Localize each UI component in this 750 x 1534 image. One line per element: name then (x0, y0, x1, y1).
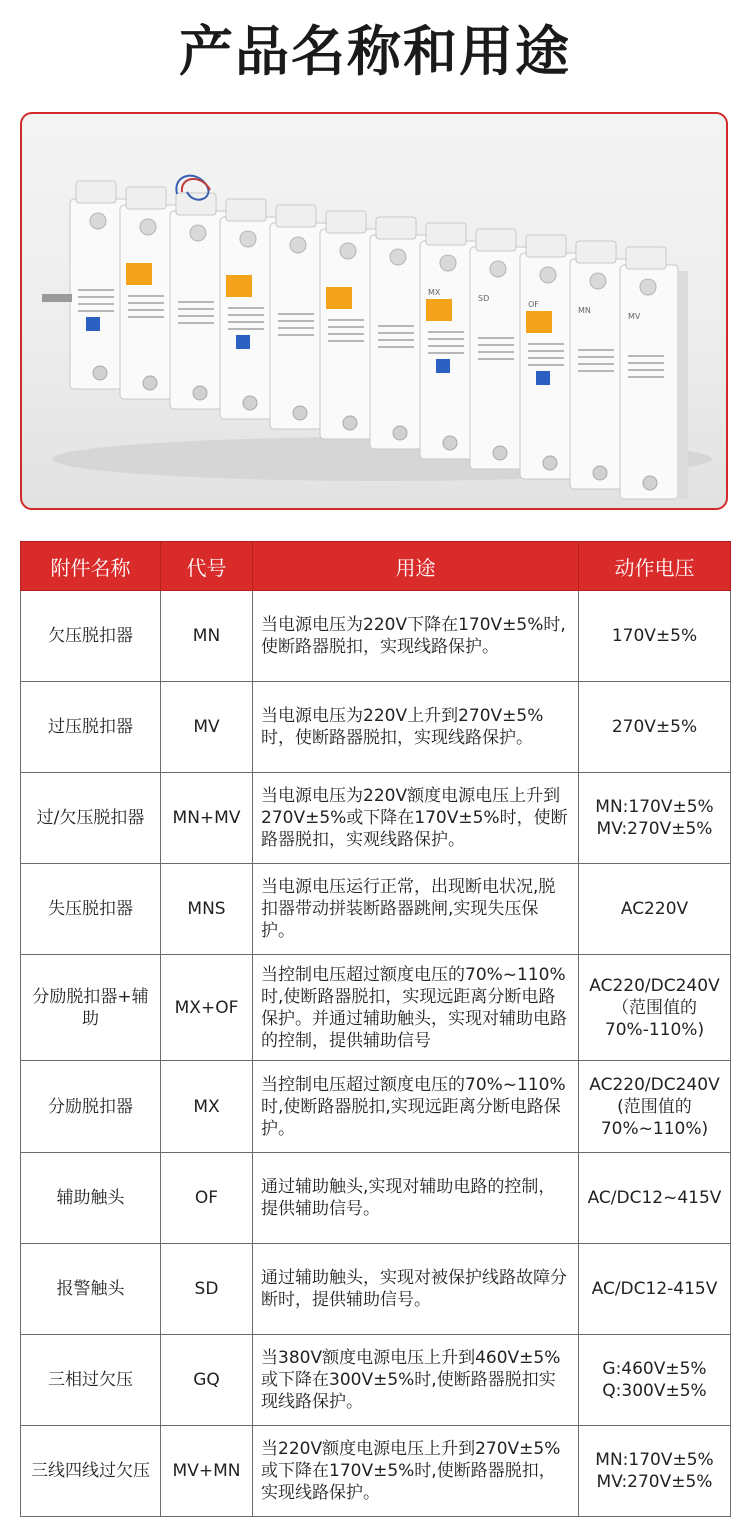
name-cell: 失压脱扣器 (21, 864, 161, 955)
voltage-cell: 170V±5% (579, 591, 731, 682)
name-cell: 报警触头 (21, 1244, 161, 1335)
table-row (21, 1244, 731, 1335)
table-header-row (21, 542, 731, 591)
svg-text:SD: SD (478, 294, 490, 303)
code-cell: MN (161, 591, 253, 682)
header-usage: 用途 (253, 542, 579, 591)
name-cell: 三线四线过欠压 (21, 1426, 161, 1517)
voltage-cell: 270V±5% (579, 682, 731, 773)
code-cell: OF (161, 1153, 253, 1244)
code-cell: MN+MV (161, 773, 253, 864)
wire (182, 179, 210, 192)
svg-text:OF: OF (528, 300, 539, 309)
voltage-cell: AC/DC12~415V (579, 1153, 731, 1244)
voltage-cell: AC220V (579, 864, 731, 955)
table-row (21, 955, 731, 1061)
name-cell: 三相过欠压 (21, 1335, 161, 1426)
usage-cell: 当电源电压为220V下降在170V±5%时,使断路器脱扣，实现线路保护。 (253, 591, 579, 682)
usage-cell: 通过辅助触头，实现对被保护线路故障分断时，提供辅助信号。 (253, 1244, 579, 1335)
usage-cell: 当控制电压超过额度电压的70%~110%时,使断路器脱扣,实现远距离分断电路保护。 (253, 1061, 579, 1153)
table-row (21, 1061, 731, 1153)
header-code: 代号 (161, 542, 253, 591)
usage-cell: 当380V额度电源电压上升到460V±5%或下降在300V±5%时,使断路器脱扣实现线路保护。 (253, 1335, 579, 1426)
usage-cell: 当电源电压为220V上升到270V±5%时，使断路器脱扣，实现线路保护。 (253, 682, 579, 773)
module-unit (620, 247, 688, 499)
voltage-cell: AC220/DC240V (范围值的70%~110%) (579, 1061, 731, 1153)
code-cell: SD (161, 1244, 253, 1335)
page-title: 产品名称和用途 (179, 20, 571, 83)
name-cell: 辅助触头 (21, 1153, 161, 1244)
svg-text:MX: MX (428, 288, 441, 297)
code-cell: MX+OF (161, 955, 253, 1061)
table-row (21, 682, 731, 773)
name-cell: 分励脱扣器 (21, 1061, 161, 1153)
svg-text:MN: MN (578, 306, 591, 315)
voltage-cell: MN:170V±5% MV:270V±5% (579, 1426, 731, 1517)
header-voltage: 动作电压 (579, 542, 731, 591)
name-cell: 欠压脱扣器 (21, 591, 161, 682)
svg-text:MV: MV (628, 312, 641, 321)
name-cell: 过压脱扣器 (21, 682, 161, 773)
name-cell: 分励脱扣器+辅助 (21, 955, 161, 1061)
usage-cell: 当控制电压超过额度电压的70%~110%时,使断路器脱扣，实现远距离分断电路保护。并通过辅助触头，实现对辅助电路的控制，提供辅助信号 (253, 955, 579, 1061)
breaker-accessories-illustration (22, 114, 726, 508)
code-cell: MV (161, 682, 253, 773)
spec-table (20, 541, 731, 1517)
voltage-cell: AC/DC12-415V (579, 1244, 731, 1335)
table-body (21, 591, 731, 1517)
code-cell: MX (161, 1061, 253, 1153)
header-name: 附件名称 (21, 542, 161, 591)
product-photo (20, 112, 728, 510)
usage-cell: 当电源电压为220V额度电源电压上升到270V±5%或下降在170V±5%时，使断路器脱扣，实观线路保护。 (253, 773, 579, 864)
voltage-cell: MN:170V±5% MV:270V±5% (579, 773, 731, 864)
table-row (21, 591, 731, 682)
table-row (21, 773, 731, 864)
code-cell: GQ (161, 1335, 253, 1426)
voltage-cell: AC220/DC240V （范围值的70%-110%) (579, 955, 731, 1061)
usage-cell: 当电源电压运行正常，出现断电状况,脱扣器带动拼装断路器跳闸,实现失压保护。 (253, 864, 579, 955)
table-row (21, 1426, 731, 1517)
code-cell: MNS (161, 864, 253, 955)
table-row (21, 864, 731, 955)
name-cell: 过/欠压脱扣器 (21, 773, 161, 864)
usage-cell: 通过辅助触头,实现对辅助电路的控制，提供辅助信号。 (253, 1153, 579, 1244)
usage-cell: 当220V额度电源电压上升到270V±5%或下降在170V±5%时,使断路器脱扣，实现线路保护。 (253, 1426, 579, 1517)
table-row (21, 1335, 731, 1426)
code-cell: MV+MN (161, 1426, 253, 1517)
din-rail (42, 294, 72, 302)
voltage-cell: G:460V±5% Q:300V±5% (579, 1335, 731, 1426)
table-row (21, 1153, 731, 1244)
